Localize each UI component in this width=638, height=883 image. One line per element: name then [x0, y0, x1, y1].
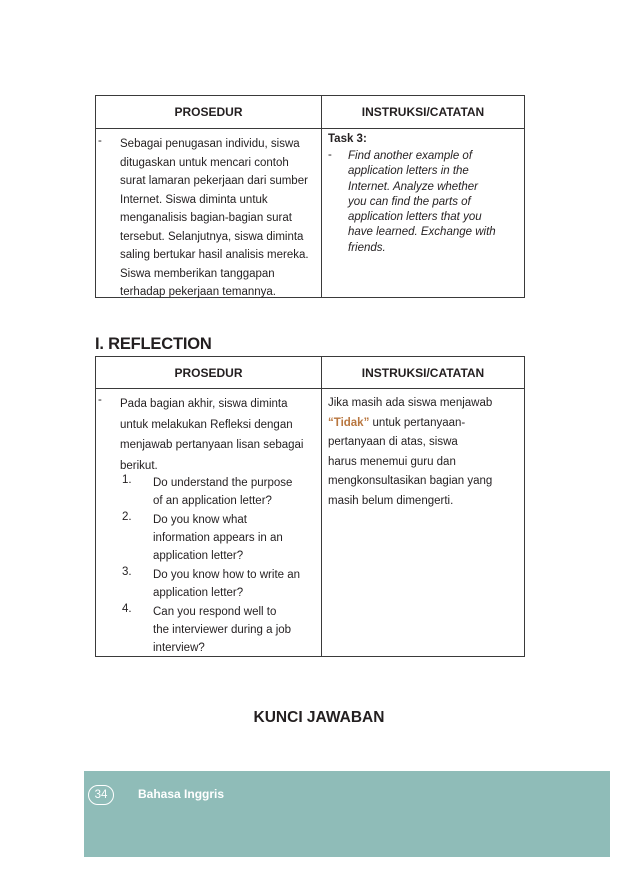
reflection-intro: Pada bagian akhir, siswa diminta untuk melakukan Refleksi dengan menjawab pertanyaan lisan sebagai berikut. — [120, 398, 304, 472]
procedure-text: Sebagai penugasan individu, siswa ditugaskan untuk mencari contoh surat lamaran pekerjaan dari sumber Internet. Siswa diminta untuk menganalisis bagian-bagian surat tersebut. Selanjutnya, siswa diminta saling bertukar hasil analisis mereka. Siswa memberikan tanggapan terhadap pekerjaan temannya. — [120, 138, 309, 298]
instruction-cell — [322, 389, 524, 656]
procedure-table-1 — [95, 95, 525, 298]
page-number-badge: 34 — [88, 785, 114, 805]
header-prosedur: PROSEDUR — [96, 357, 322, 388]
reflection-note: Jika masih ada siswa menjawab “Tidak” untuk pertanyaan- pertanyaan di atas, siswa harus menemui guru dan mengkonsultasikan bagian yang masih belum dimengerti. — [328, 397, 493, 507]
question-text: Do you know what information appears in an application letter? — [153, 514, 283, 562]
question-text: Do you know how to write an application letter? — [153, 569, 301, 599]
section-title: I. REFLECTION — [95, 335, 212, 353]
table-header-row — [96, 357, 524, 389]
table-header-row — [96, 96, 524, 129]
header-instruksi: INSTRUKSI/CATATAN — [361, 105, 485, 119]
question-number: 4. — [122, 603, 132, 615]
question-text: Do understand the purpose of an application letter? — [153, 477, 293, 507]
question-number: 3. — [122, 566, 132, 578]
table-body-row — [96, 129, 524, 297]
task-text: Find another example of application letters in the Internet. Analyze whether you can find the parts of application letters that you have learned. Exchange with friends. — [348, 150, 496, 254]
question-number: 1. — [122, 474, 132, 486]
bullet-dash: - — [98, 135, 102, 147]
question-number: 2. — [122, 511, 132, 523]
header-instruksi: INSTRUKSI/CATATAN — [361, 365, 485, 380]
procedure-cell — [96, 129, 322, 297]
bullet-dash: - — [98, 394, 102, 406]
instruction-cell — [322, 129, 524, 297]
table-body-row — [96, 389, 524, 656]
procedure-table-2 — [95, 356, 525, 657]
bullet-dash: - — [328, 149, 332, 161]
procedure-cell — [96, 389, 322, 656]
task-label: Task 3: — [328, 133, 367, 145]
answer-key-title: KUNCI JAWABAN — [253, 709, 385, 726]
page-footer — [84, 771, 610, 857]
header-prosedur: PROSEDUR — [96, 96, 322, 128]
book-title: Bahasa Inggris — [138, 787, 225, 801]
question-text: Can you respond well to the interviewer during a job interview? — [153, 606, 292, 654]
tidak-highlight: “Tidak” — [328, 416, 370, 429]
